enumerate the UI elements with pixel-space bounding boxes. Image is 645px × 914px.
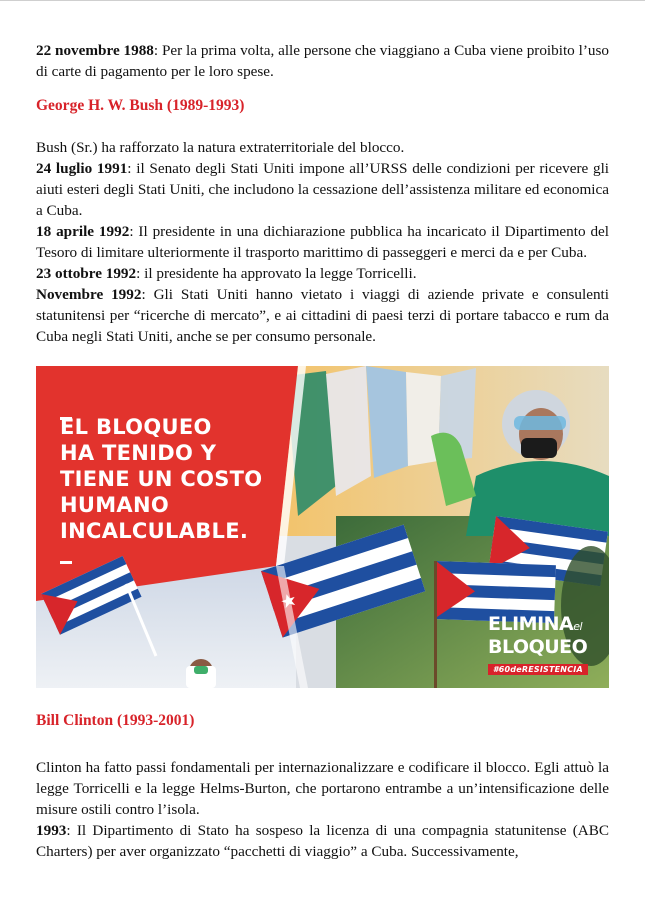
entry-oct-1992 (36, 263, 609, 284)
entry-text: : Gli Stati Uniti hanno vietato i viaggi di aziende private e consulenti statunitensi per “ricerche di mercato”, e ai cittadini di paesi terzi di portare tabacco e rum da Cuba negli Stati Uniti, anche se per consumo personale. (36, 286, 609, 345)
hashtag-badge: #60deRESISTENCIA (488, 664, 588, 675)
document-page (36, 40, 609, 862)
entry-date: 24 luglio 1991 (36, 160, 128, 177)
banner-slogan (60, 400, 262, 558)
section-heading-bush: George H. W. Bush (1989-1993) (36, 97, 245, 114)
entry-text: : il Senato degli Stati Uniti impone all’URSS delle condizioni per ricevere gli aiuti esteri degli Stati Uniti, che includono la cessazione dell’assistenza militare ed economica a Cuba. (36, 160, 610, 219)
entry-date: 18 aprile 1992 (36, 223, 130, 240)
logo-text-small: el (573, 620, 583, 633)
logo-text: ELIMINA (488, 613, 574, 635)
bush-intro: Bush (Sr.) ha rafforzato la natura extraterritoriale del blocco. (36, 139, 405, 156)
entry-date: 23 ottobre 1992 (36, 265, 137, 282)
entry-text: : Il presidente in una dichiarazione pubblica ha incaricato il Dipartimento del Tesoro di limitare ulteriormente il trasporto marittimo di passeggeri e merci da e per Cuba. (36, 223, 610, 261)
entry-text: : Il Dipartimento di Stato ha sospeso la licenza di una compagnia statunitense (ABC Charters) per aver organizzato “pacchetti di viaggio” a Cuba. Successivamente, (36, 822, 609, 860)
campaign-banner-image (36, 366, 609, 688)
entry-nov-1992 (36, 284, 609, 347)
entry-date: 22 novembre 1988 (36, 42, 154, 59)
page-top-rule (0, 0, 645, 1)
entry-1993 (36, 820, 609, 862)
slogan-line: HA TENIDO Y (60, 441, 217, 465)
campaign-logo (488, 614, 588, 676)
entry-1991 (36, 158, 609, 221)
slogan-line: TIENE UN COSTO (60, 467, 263, 491)
clinton-intro: Clinton ha fatto passi fondamentali per internazionalizzare e codificare il blocco. Egli attuò la legge Torricelli e la legge Helms-Burton, che portarono entrambe a un’intensificazione delle misure ostili contro l’isola. (36, 759, 609, 818)
slogan-line: HUMANO (60, 493, 170, 517)
entry-date: Novembre 1992 (36, 286, 142, 303)
slogan-line: INCALCULABLE. (60, 519, 249, 543)
entry-text: : il presidente ha approvato la legge Torricelli. (136, 265, 417, 282)
entry-date: 1993 (36, 822, 67, 839)
slogan-dash (60, 400, 262, 414)
slogan-line: EL BLOQUEO (60, 415, 212, 439)
section-heading-clinton: Bill Clinton (1993-2001) (36, 712, 195, 729)
logo-text: BLOQUEO (488, 636, 588, 658)
entry-1988 (36, 40, 609, 82)
entry-text: : Per la prima volta, alle persone che viaggiano a Cuba viene proibito l’uso di carte di pagamento per le loro spese. (36, 42, 609, 80)
entry-apr-1992 (36, 221, 609, 263)
slogan-dash (60, 544, 262, 558)
